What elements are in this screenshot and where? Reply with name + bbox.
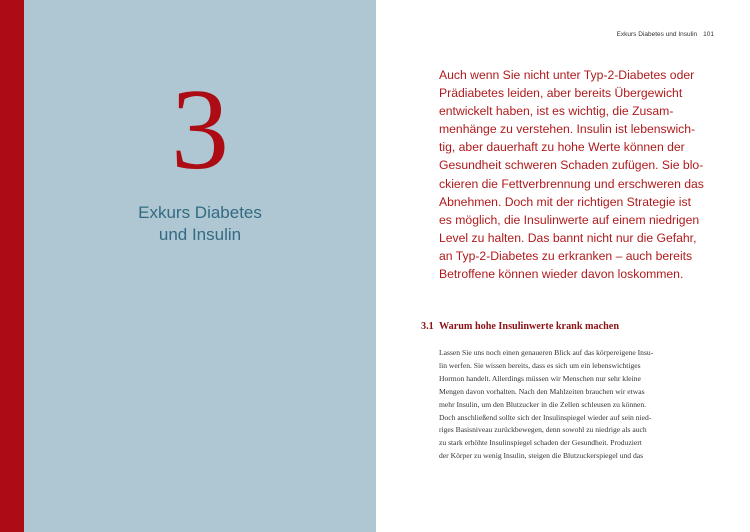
text-page xyxy=(376,0,750,532)
body-line: Lassen Sie uns noch einen genaueren Blick auf das körpereigene Insu- xyxy=(439,348,654,357)
intro-line: an Typ-2-Diabetes zu erkranken – auch bereits xyxy=(439,248,693,263)
body-line: Mengen davon vorhalten. Nach den Mahlzeiten brauchen wir etwas xyxy=(439,386,645,396)
running-header-title: Exkurs Diabetes und Insulin xyxy=(616,31,698,38)
page-number: 101 xyxy=(703,31,714,38)
red-edge-stripe xyxy=(0,0,24,532)
section-title: Warum hohe Insulinwerte krank machen xyxy=(439,321,619,332)
intro-line: Level zu halten. Das bannt nicht nur die Gefahr, xyxy=(439,230,697,245)
intro-line: Prädiabetes leiden, aber bereits Übergewicht xyxy=(439,86,683,101)
body-line: Doch anschließend sollte sich der Insulinspiegel wieder auf sein nied- xyxy=(439,412,652,422)
body-paragraph xyxy=(439,347,689,463)
chapter-number: 3 xyxy=(171,66,229,194)
intro-line: entwickelt haben, ist es wichtig, die Zusam- xyxy=(439,104,674,119)
body-line: Hormon handelt. Allerdings müssen wir Menschen nur sehr kleine xyxy=(439,373,641,383)
intro-line: Abnehmen. Doch mit der richtigen Strategie ist xyxy=(439,194,691,209)
intro-line: Betroffene können wieder davon loskommen. xyxy=(439,267,684,282)
running-header xyxy=(617,31,714,38)
body-line: zu stark erhöhte Insulinspiegel schaden der Gesundheit. Produziert xyxy=(439,438,642,448)
body-line: riges Basisniveau zurückbewegen, denn sowohl zu niedrige als auch xyxy=(439,425,647,435)
body-line: der Körper zu wenig Insulin, steigen die Blutzuckerspiegel und das xyxy=(439,451,644,461)
intro-line: ckieren die Fettverbrennung und erschweren das xyxy=(439,176,704,191)
intro-line: es möglich, die Insulinwerte auf einem niedrigen xyxy=(439,212,700,227)
chapter-title xyxy=(100,202,300,246)
section-number: 3.1 xyxy=(421,321,434,332)
body-line: lin werfen. Sie wissen bereits, dass es sich um ein lebenswichtiges xyxy=(439,360,641,370)
chapter-title-line: und Insulin xyxy=(158,225,242,244)
intro-line: Auch wenn Sie nicht unter Typ-2-Diabetes oder xyxy=(439,68,695,82)
intro-line: tig, aber dauerhaft zu hohe Werte können der xyxy=(439,140,685,155)
intro-line: Gesundheit schweren Schaden zufügen. Sie blo- xyxy=(439,158,704,173)
chapter-title-line: Exkurs Diabetes xyxy=(138,203,262,222)
section-heading xyxy=(421,321,619,332)
body-line: mehr Insulin, um den Blutzucker in die Zellen schleusen zu können. xyxy=(439,399,647,409)
intro-line: menhänge zu verstehen. Insulin ist lebenswich- xyxy=(439,122,696,137)
intro-paragraph xyxy=(439,66,709,283)
